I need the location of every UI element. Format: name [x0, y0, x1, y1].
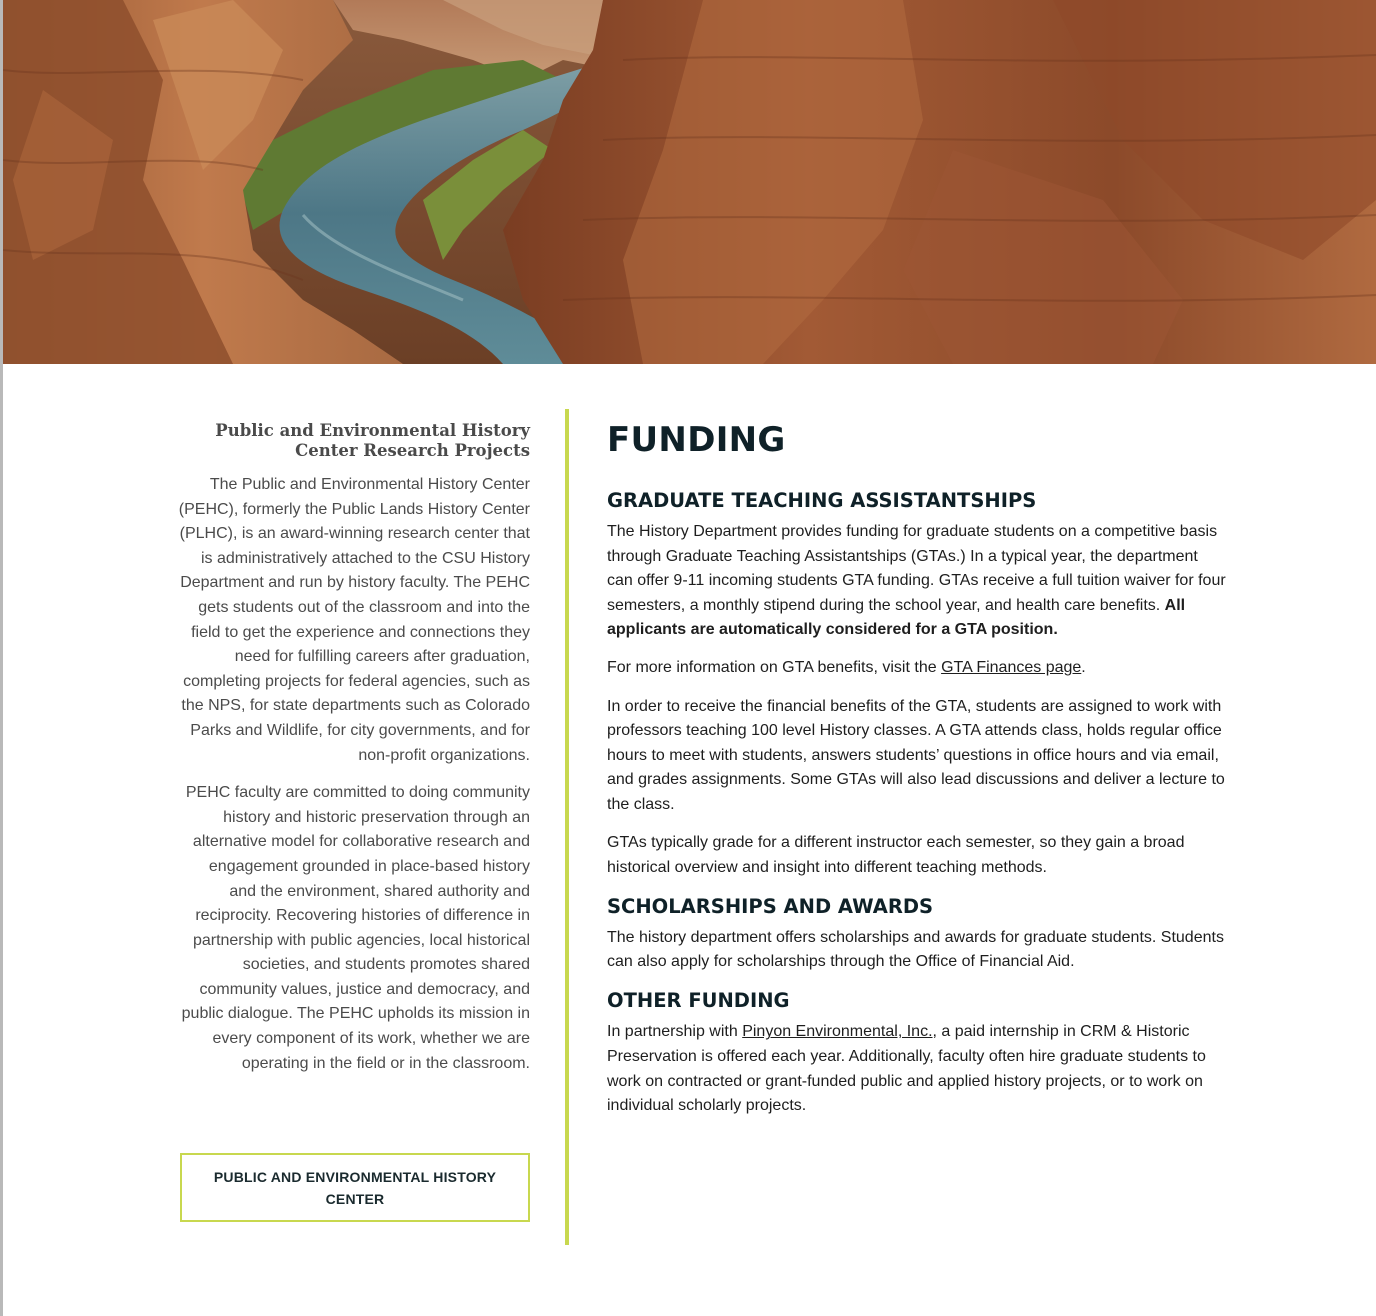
hero-image — [3, 0, 1376, 364]
section-heading-other-funding: OTHER FUNDING — [607, 989, 790, 1013]
other-funding-prefix: In partnership with — [607, 1023, 743, 1041]
gta-paragraph-1 — [607, 520, 1227, 643]
page-title: FUNDING — [607, 420, 786, 460]
sidebar-paragraph: The Public and Environmental History Center (PEHC), formerly the Public Lands History Center (PLHC), is an award-winning research center that is administratively attached to the CSU History Department and run by history faculty. The PEHC gets students out of the classroom and into the field to get the experience and connections they need for fulfilling careers after graduation, completing projects for federal agencies, such as the NPS, for state departments such as Colorado Parks and Wildlife, for city governments, and for non-profit organizations. — [178, 476, 530, 764]
gta-paragraph-3: In order to receive the financial benefits of the GTA, students are assigned to work with professors teaching 100 level History classes. A GTA attends class, holds regular office hours to meet with students, answers students’ questions in office hours and via email, and grades assignments. Some GTAs will also lead discussions and deliver a lecture to the class. — [607, 697, 1225, 813]
gta-finances-link[interactable]: GTA Finances page — [941, 659, 1082, 677]
sidebar-paragraph: PEHC faculty are committed to doing community history and historic preservation through an alternative model for collaborative research and engagement grounded in place-based history and the environment, shared authority and reciprocity. Recovering histories of difference in partnership with public agencies, local historical societies, and students promotes shared community values, justice and democracy, and public dialogue. The PEHC upholds its mission in every component of its work, whether we are operating in the field or in the classroom. — [181, 784, 530, 1072]
gta-paragraph-1-text: The History Department provides funding for graduate students on a competitive basis through Graduate Teaching Assistantships (GTAs.) In a typical year, the department can offer 9-11 incoming students GTA funding. GTAs receive a full tuition waiver for four semesters, a monthly stipend during the school year, and health care benefits. — [607, 523, 1226, 614]
other-funding-suffix: , a paid internship in CRM & Historic Preservation is offered each year. Additionally, faculty often hire graduate students to work on contracted or grant-funded public and applied history projects, or to work on individual scholarly projects. — [607, 1023, 1206, 1115]
gta-paragraph-2-suffix: . — [1081, 659, 1086, 677]
sidebar — [178, 421, 530, 1089]
section-heading-gta: GRADUATE TEACHING ASSISTANTSHIPS — [607, 489, 1037, 512]
gta-paragraph-1-bold: All applicants are automatically considered for a GTA position. — [607, 596, 1186, 639]
main-content — [607, 418, 1227, 1132]
vertical-divider — [565, 409, 569, 1245]
pehc-center-button-label: PUBLIC AND ENVIRONMENTAL HISTORY CENTER — [213, 1168, 497, 1207]
scholarships-paragraph: The history department offers scholarships and awards for graduate students. Students can also apply for scholarships through the Office of Financial Aid. — [607, 928, 1224, 971]
gta-paragraph-2-prefix: For more information on GTA benefits, visit the — [607, 659, 942, 677]
pehc-center-button[interactable] — [180, 1153, 530, 1222]
sidebar-title: Public and Environmental History Center Research Projects — [215, 421, 530, 460]
pinyon-environmental-link[interactable]: Pinyon Environmental, Inc. — [742, 1023, 933, 1041]
gta-paragraph-2 — [607, 656, 1227, 681]
gta-paragraph-4: GTAs typically grade for a different instructor each semester, so they gain a broad historical overview and insight into different teaching methods. — [607, 834, 1185, 876]
section-heading-scholarships: SCHOLARSHIPS AND AWARDS — [607, 894, 934, 918]
other-funding-paragraph — [607, 1020, 1227, 1118]
